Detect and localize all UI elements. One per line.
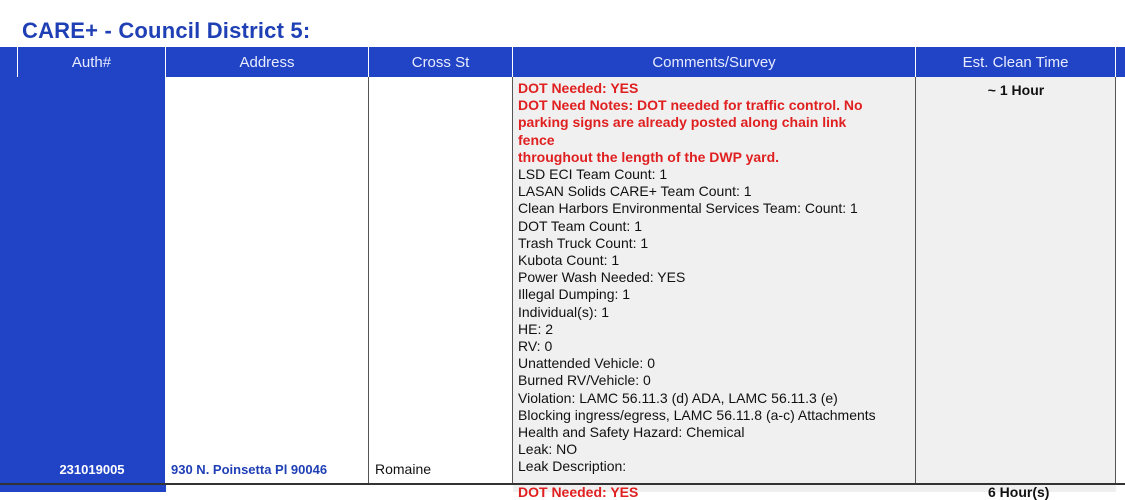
comment-line: Illegal Dumping: 1 [518,286,631,303]
comment-line-red: parking signs are already posted along chain link [518,114,847,131]
comment-line: Burned RV/Vehicle: 0 [518,372,651,389]
header-spacer [0,47,18,77]
cell-auth [18,77,166,483]
comment-line: Blocking ingress/egress, LAMC 56.11.8 (a-c) Attachments [518,406,876,423]
comment-line-red: DOT Needed: YES [518,80,639,96]
comment-line: Kubota Count: 1 [518,252,620,269]
comment-line-red: fence [518,131,555,148]
header-comments: Comments/Survey [513,47,916,77]
cell-est-clean-time [916,77,1116,483]
next-row-est-cell [916,484,1116,500]
comment-line: Violation: LAMC 56.11.3 (d) ADA, LAMC 56.11.3 (e) [518,389,838,406]
comment-line: LSD ECI Team Count: 1 [518,166,668,183]
header-cross-st: Cross St [369,47,513,77]
comment-line: LASAN Solids CARE+ Team Count: 1 [518,183,752,200]
comment-line-red: throughout the length of the DWP yard. [518,148,780,165]
page-title: CARE+ - Council District 5: [22,18,311,43]
row-left-margin [0,77,18,483]
comment-line: Leak: NO [518,441,578,458]
next-row-est-value: 6 Hour(s) [988,484,1050,500]
next-row-comment-red: DOT Needed: YES [518,484,639,500]
header-est-clean-time: Est. Clean Time [916,47,1116,77]
comment-line: RV: 0 [518,338,553,355]
cell-comments [513,77,916,483]
comment-line: Power Wash Needed: YES [518,269,686,286]
comment-line-red: DOT Need Notes: DOT needed for traffic control. No [518,97,863,114]
auth-number: 231019005 [59,462,125,477]
row-right-margin [1116,77,1125,483]
comment-line: Trash Truck Count: 1 [518,234,649,251]
header-address: Address [166,47,369,77]
comment-line: HE: 2 [518,320,554,337]
comment-line: Health and Safety Hazard: Chemical [518,424,745,441]
comment-line: Unattended Vehicle: 0 [518,355,655,372]
cross-st-value: Romaine [375,461,432,477]
comment-line: Leak Description: [518,458,627,475]
header-auth: Auth# [18,47,166,77]
address-value: 930 N. Poinsetta Pl 90046 [171,462,328,477]
next-row-comments-cell [513,484,916,500]
cell-address [166,77,369,483]
comments-text [518,80,910,476]
header-spacer-right [1116,47,1125,77]
next-row-auth-cell [0,485,166,492]
comment-line: DOT Team Count: 1 [518,217,642,234]
est-clean-time-value: ~ 1 Hour [987,82,1045,98]
cell-cross-st [369,77,513,483]
comment-line: Clean Harbors Environmental Services Team: Count: 1 [518,200,858,217]
comment-line: Individual(s): 1 [518,303,610,320]
